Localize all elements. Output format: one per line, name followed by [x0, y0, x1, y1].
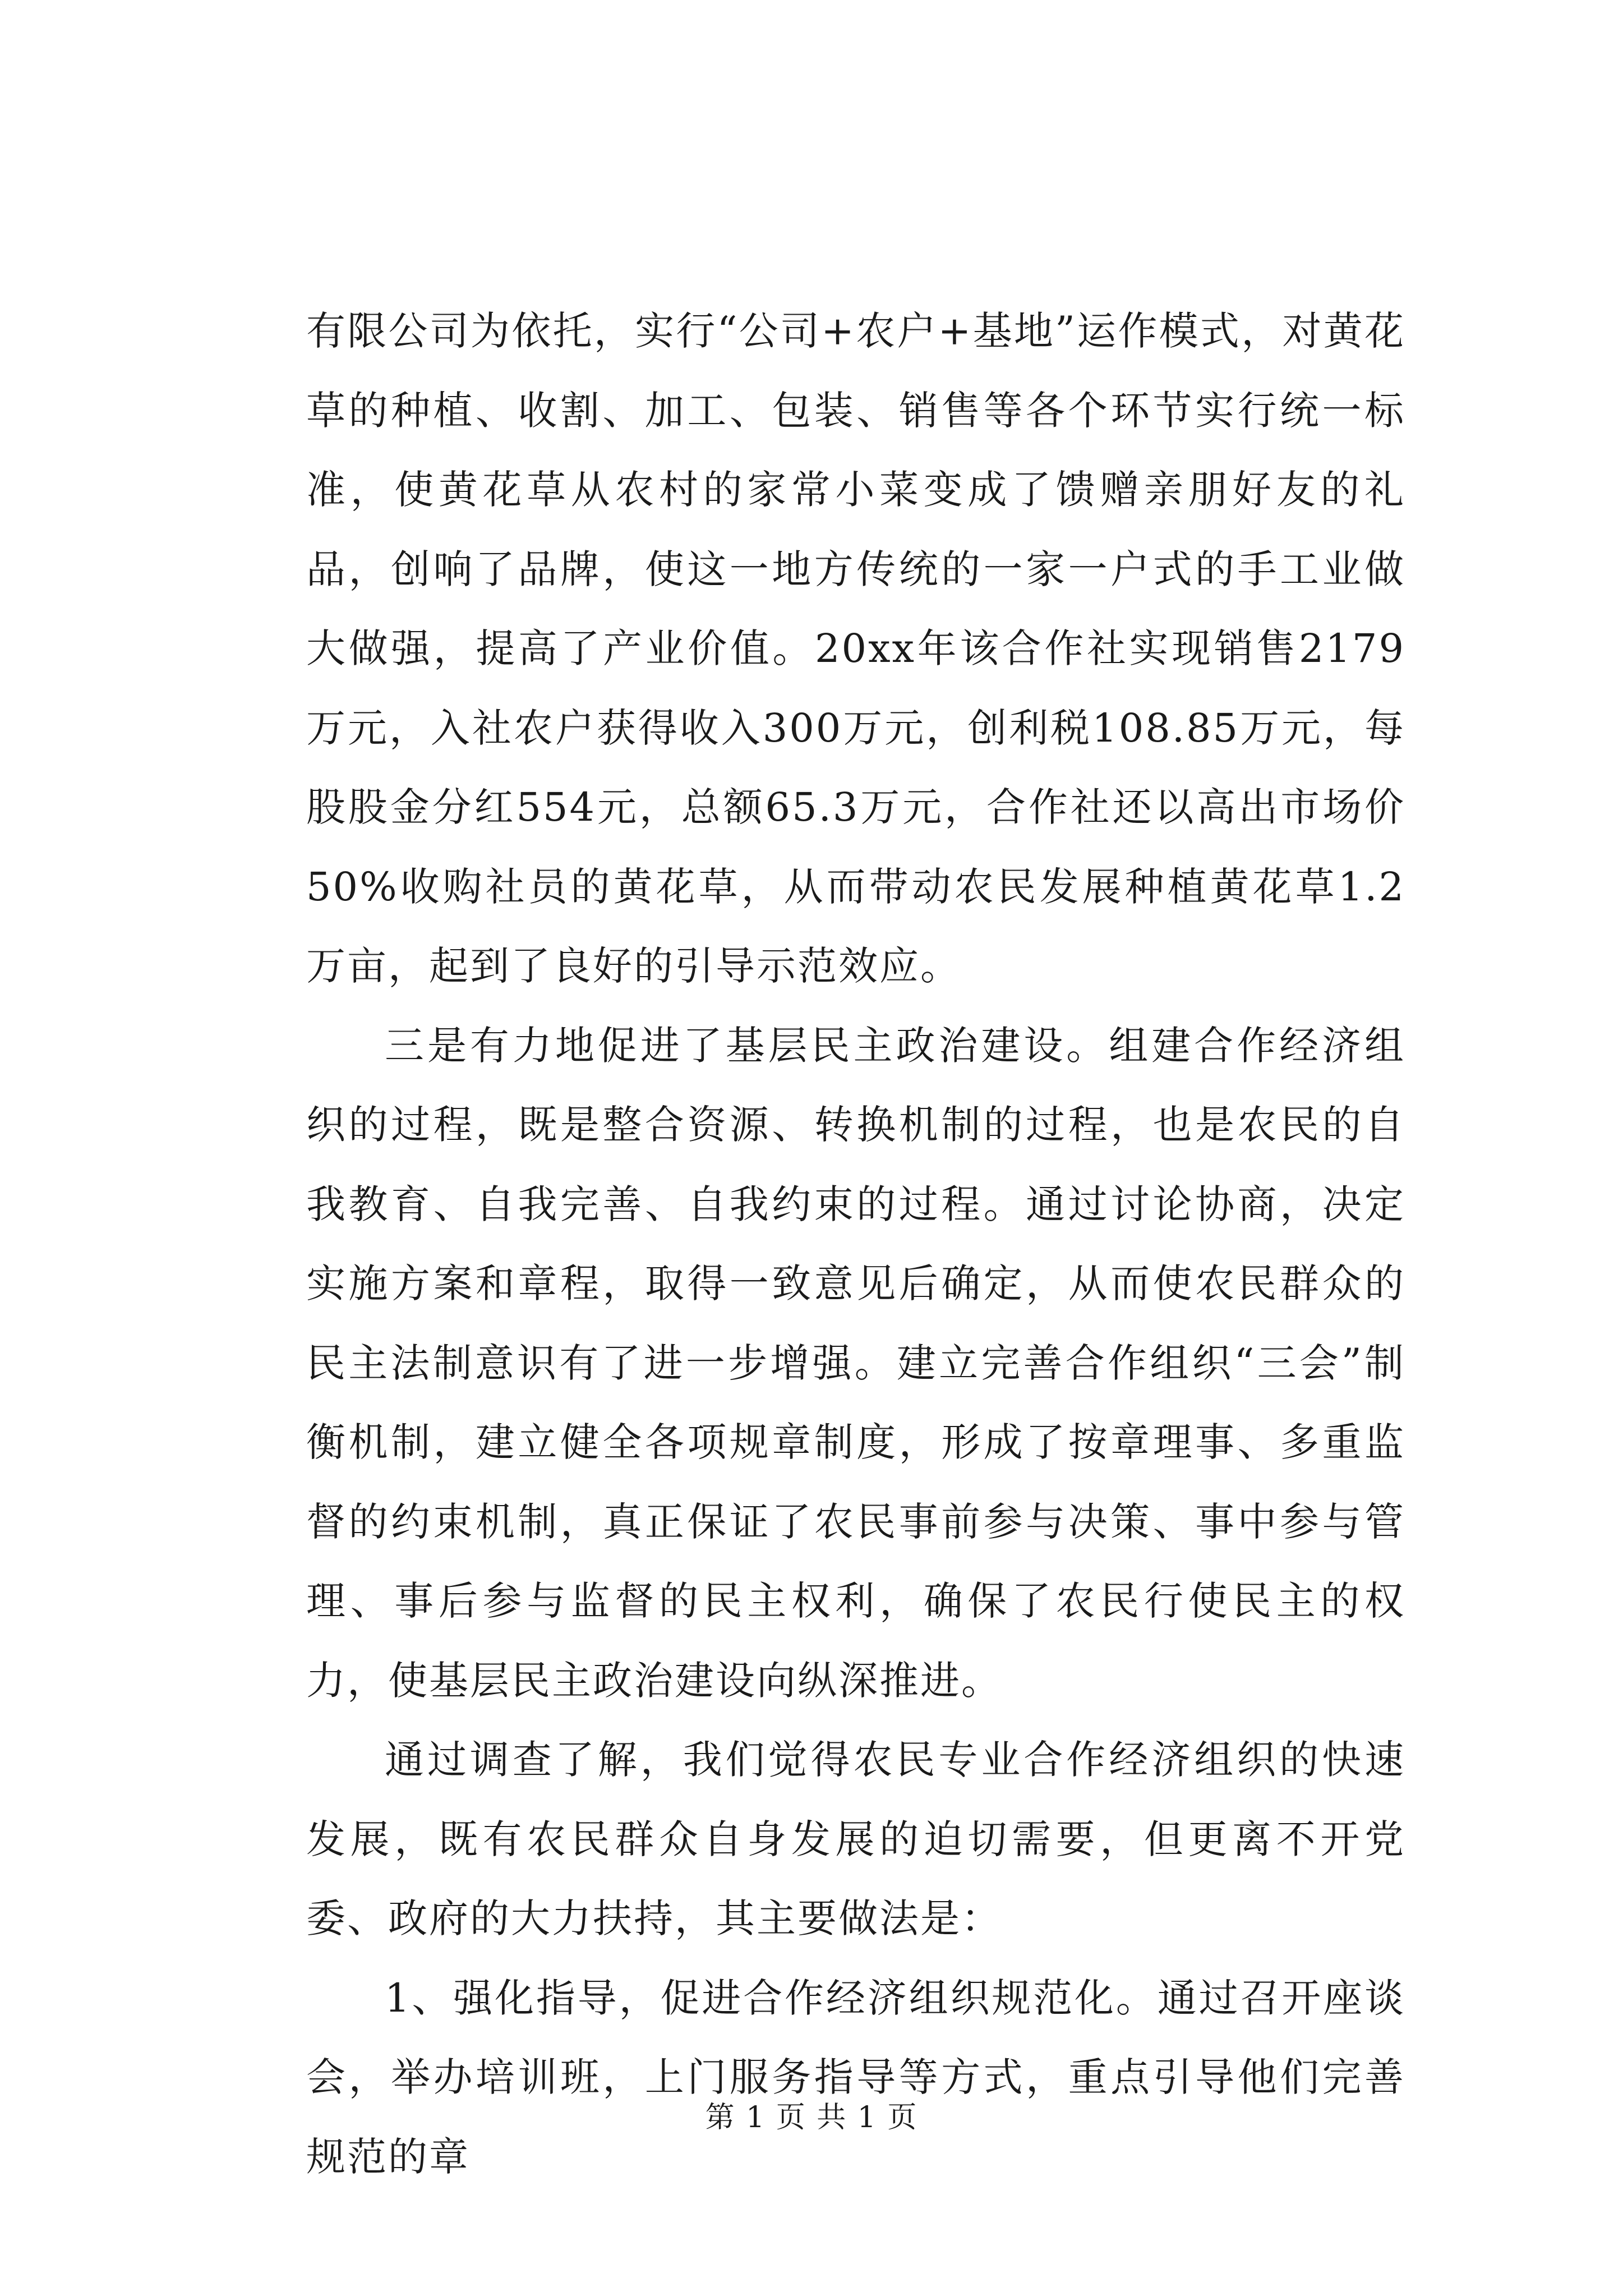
- paragraph-3: 通过调查了解，我们觉得农民专业合作经济组织的快速发展，既有农民群众自身发展的迫切需要，但更离不开党委、政府的大力扶持，其主要做法是：: [306, 1737, 1405, 1941]
- paragraph-1: 有限公司为依托，实行“公司+农户+基地”运作模式，对黄花草的种植、收割、加工、包装、销售等各个环节实行统一标准，使黄花草从农村的家常小菜变成了馈赠亲朋好友的礼品，创响了品牌，使这一地方传统的一家一户式的手工业做大做强，提高了产业价值。20xx年该合作社实现销售2179万元，入社农户获得收入300万元，创利税108.85万元，每股股金分红554元，总额65.3万元，合作社还以高出市场价50%收购社员的黄花草，从而带动农民发展种植黄花草1.2万亩，起到了良好的引导示范效应。: [306, 308, 1405, 989]
- document-body: [306, 292, 1405, 2197]
- page-footer: 第 1 页 共 1 页: [705, 2101, 918, 2134]
- paragraph-4: 1、强化指导，促进合作经济组织规范化。通过召开座谈会，举办培训班，上门服务指导等方式，重点引导他们完善规范的章: [306, 1975, 1405, 2180]
- paragraph-2: 三是有力地促进了基层民主政治建设。组建合作经济组织的过程，既是整合资源、转换机制的过程，也是农民的自我教育、自我完善、自我约束的过程。通过讨论协商，决定实施方案和章程，取得一致意见后确定，从而使农民群众的民主法制意识有了进一步增强。建立完善合作组织“三会”制衡机制，建立健全各项规章制度，形成了按章理事、多重监督的约束机制，真正保证了农民事前参与决策、事中参与管理、事后参与监督的民主权利，确保了农民行使民主的权力，使基层民主政治建设向纵深推进。: [306, 1022, 1405, 1704]
